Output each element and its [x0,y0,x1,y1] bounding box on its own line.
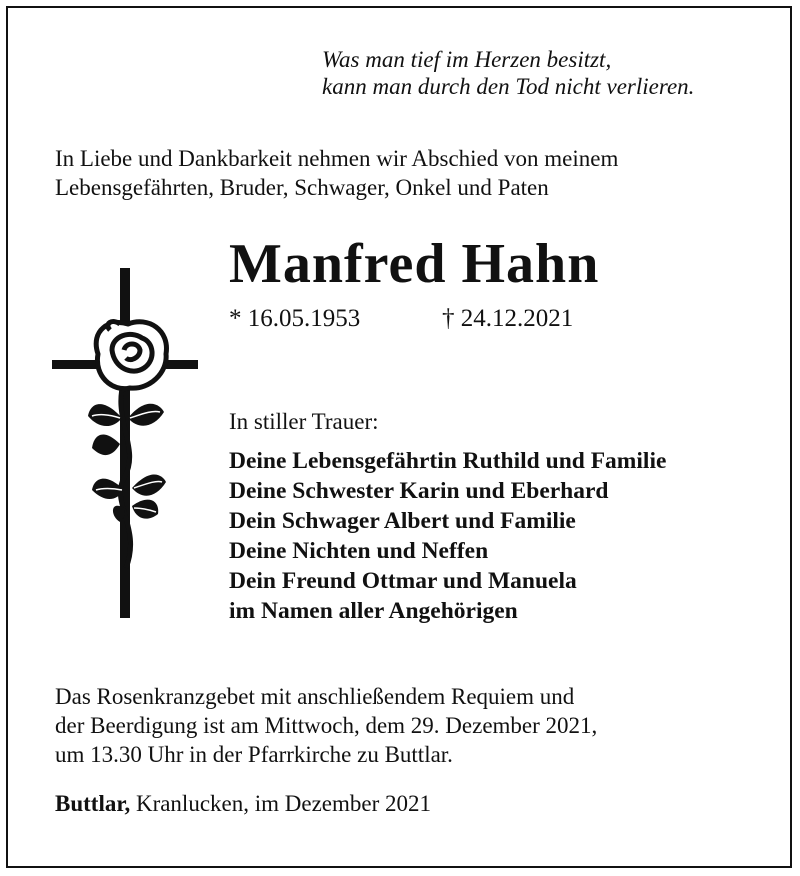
mourners-list [229,446,666,626]
mourner-line: Deine Schwester Karin und Eberhard [229,478,609,504]
cross-with-rose-icon [50,268,200,618]
mourner-line: Deine Lebensgefährtin Ruthild und Familie [229,448,667,474]
notice-line-2: der Beerdigung ist am Mittwoch, dem 29. Dezember 2021, [55,713,598,738]
motto-quote [322,46,694,100]
birth-date: * 16.05.1953 [229,305,361,332]
place-rest: Kranlucken, im Dezember 2021 [130,791,432,816]
notice-line-1: Das Rosenkranzgebet mit anschließendem Requiem und [55,684,575,709]
mourner-line: Deine Nichten und Neffen [229,538,489,564]
motto-line-1: Was man tief im Herzen besitzt, [322,47,612,72]
intro-line-1: In Liebe und Dankbarkeit nehmen wir Abschied von meinem [55,146,619,171]
intro-text [55,144,618,202]
mourner-line: Dein Schwager Albert und Familie [229,508,576,534]
mourning-label: In stiller Trauer: [229,409,379,434]
intro-line-2: Lebensgefährten, Bruder, Schwager, Onkel und Paten [55,175,549,200]
deceased-name: Manfred Hahn [229,233,600,295]
motto-line-2: kann man durch den Tod nicht verlieren. [322,74,695,99]
death-date: † 24.12.2021 [442,305,574,332]
funeral-notice [55,682,597,769]
place-and-date [55,789,431,818]
mourner-line: im Namen aller Angehörigen [229,598,518,624]
mourner-line: Dein Freund Ottmar und Manuela [229,568,577,594]
place-town: Buttlar, [55,791,131,816]
life-dates [229,304,574,334]
notice-line-3: um 13.30 Uhr in der Pfarrkirche zu Buttlar. [55,742,453,767]
